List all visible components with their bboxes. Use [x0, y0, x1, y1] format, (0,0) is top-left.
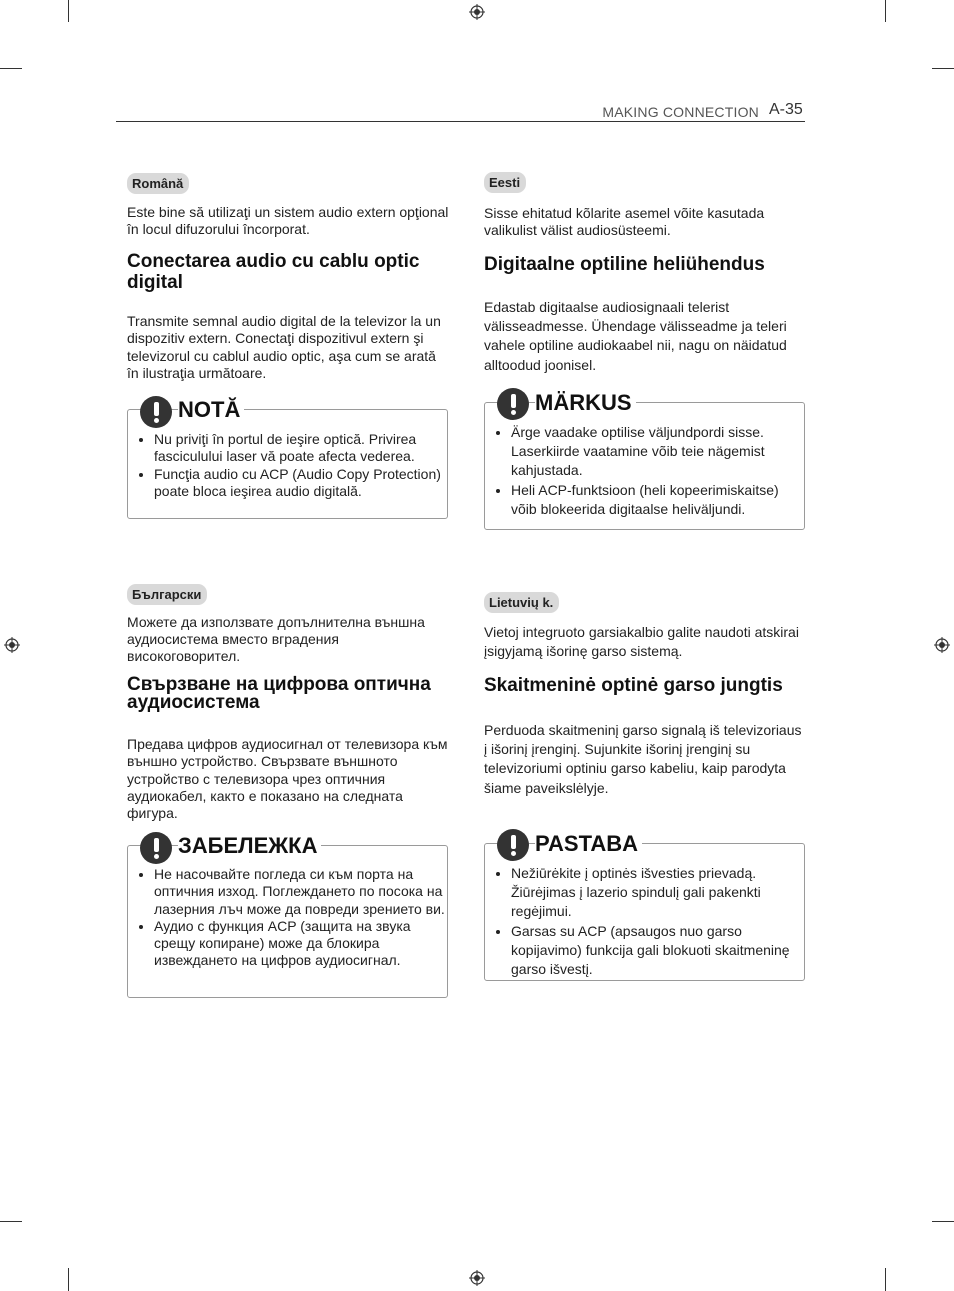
section-body: Предава цифров аудиосигнал от телевизора към външно устройство. Свързвате външното устройство с телевизора чрез оптичния аудиокабел, както е показано на следната фигура.	[127, 736, 448, 822]
crop-mark	[68, 1268, 69, 1291]
note-box	[484, 390, 805, 530]
note-item: • Heli ACP-funktsioon (heli kopeerimiskaitse) võib blokeerida digitaalse heliväljundi.	[511, 481, 804, 519]
section-intro: Vietoj integruoto garsiakalbio galite naudoti atskirai įsigyjamą išorinę garso sistemą.	[484, 624, 799, 659]
section-estonian	[484, 172, 806, 375]
note-box	[484, 831, 805, 981]
section-intro: Este bine să utilizaţi un sistem audio extern opţional în locul difuzorului încorporat.	[127, 204, 449, 237]
section-lithuanian	[484, 592, 806, 798]
crop-mark	[0, 68, 22, 69]
running-header-section: MAKING CONNECTION	[602, 104, 759, 120]
note-box	[127, 833, 448, 998]
note-box	[127, 397, 448, 519]
registration-mark-icon	[469, 4, 485, 20]
note-item: • Nežiūrėkite į optinės išvesties prievadą. Žiūrėjimas į lazerio spindulį gali pakenkti regėjimui.	[511, 864, 804, 922]
note-item: • Ärge vaadake optilise väljundpordi sisse. Laserkiirde vaatamine võib teie nägemist kahjustada.	[511, 423, 804, 481]
language-badge: Lietuvių k.	[484, 592, 559, 613]
section-heading: Conectarea audio cu cablu optic digital	[127, 251, 420, 293]
crop-mark	[0, 1221, 22, 1222]
note-item: • Nu priviţi în portul de ieşire optică. Privirea fasciculului laser vă poate afecta vederea.	[154, 431, 447, 466]
registration-mark-icon	[934, 637, 950, 653]
note-title: ЗАБЕЛЕЖКА	[178, 833, 321, 859]
section-bulgarian	[127, 584, 449, 822]
registration-mark-icon	[469, 1270, 485, 1286]
crop-mark	[68, 0, 69, 22]
warning-icon	[497, 388, 529, 420]
note-list	[485, 864, 804, 979]
section-romanian	[127, 173, 449, 382]
note-item: • Не насочвайте погледа си към порта на оптичния изход. Поглеждането по посока на лазерния лъч може да повреди зрението ви.	[154, 866, 447, 918]
note-item: • Garsas su ACP (apsaugos nuo garso kopijavimo) funkcija gali blokuoti skaitmeninę garso išvestį.	[511, 922, 804, 980]
page-number: A-35	[769, 101, 803, 118]
note-title: NOTĂ	[178, 397, 244, 423]
section-body: Transmite semnal audio digital de la televizor la un dispozitiv extern. Conectaţi dispozitivul extern şi televizorul cu cablul audio optic, aşa cum se arată în ilustraţia următoare.	[127, 313, 441, 381]
warning-icon	[140, 396, 172, 428]
language-badge: Română	[127, 173, 189, 194]
warning-icon	[140, 832, 172, 864]
language-badge: Български	[127, 584, 207, 605]
note-list	[485, 423, 804, 519]
crop-mark	[885, 1268, 886, 1291]
section-heading: Свързване на цифрова оптична аудиосистема	[127, 674, 431, 713]
section-body: Perduoda skaitmeninį garso signalą iš televizoriaus į išorinį įrenginį. Sujunkite išorinį įrenginį su televizoriumi optiniu garso kabeliu, kaip parodyta šiame paveikslėlyje.	[484, 722, 802, 796]
crop-mark	[932, 68, 954, 69]
crop-mark	[932, 1221, 954, 1222]
registration-mark-icon	[4, 637, 20, 653]
header-rule	[116, 121, 805, 122]
note-list	[128, 431, 447, 500]
section-heading: Skaitmeninė optinė garso jungtis	[484, 675, 783, 696]
section-intro: Sisse ehitatud kõlarite asemel võite kasutada valikulist välist audiosüsteemi.	[484, 205, 765, 238]
section-heading: Digitaalne optiline heliühendus	[484, 254, 765, 275]
note-item: • Аудио с функция ACP (защита на звука срещу копиране) може да блокира извеждането на цифров аудиосигнал.	[154, 918, 447, 970]
note-list	[128, 866, 447, 970]
section-intro: Можете да използвате допълнителна външна аудиосистема вместо вградения високоговорител.	[127, 614, 425, 664]
section-body: Edastab digitaalse audiosignaali telerist välisseadmesse. Ühendage välisseadme ja teleri vahele optiline audiokaabel nii, nagu on näidatud alltoodud joonisel.	[484, 299, 787, 373]
note-title: PASTABA	[535, 831, 642, 857]
warning-icon	[497, 829, 529, 861]
crop-mark	[885, 0, 886, 22]
note-title: MÄRKUS	[535, 390, 636, 416]
note-item: • Funcţia audio cu ACP (Audio Copy Protection) poate bloca ieşirea audio digitală.	[154, 466, 447, 501]
language-badge: Eesti	[484, 172, 526, 193]
